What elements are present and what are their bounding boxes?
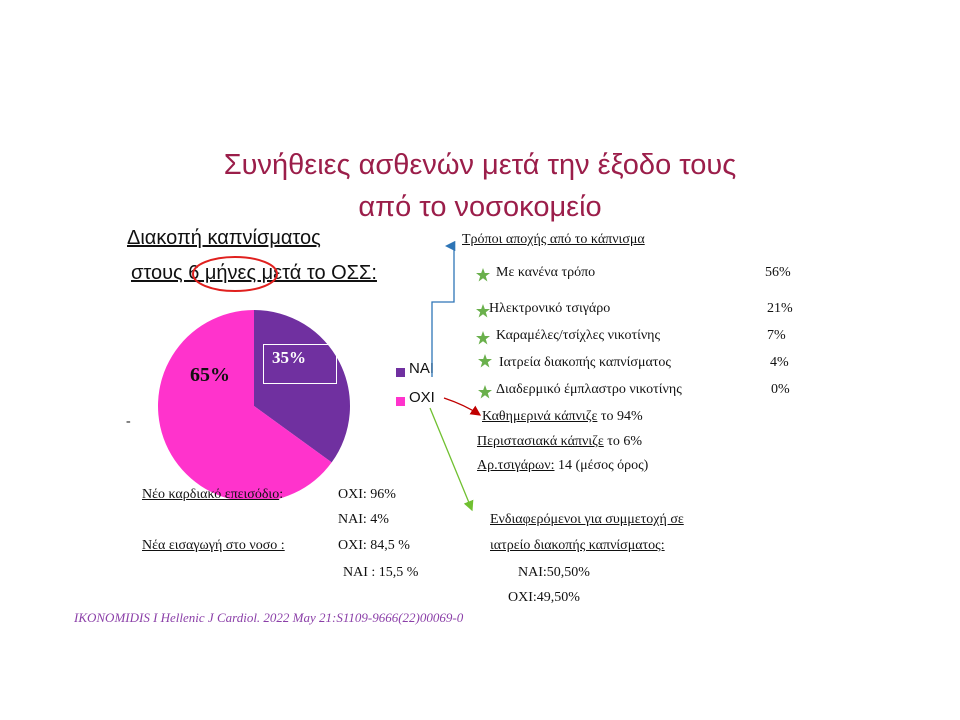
method-label-4: Ιατρεία διακοπής καπνίσματος <box>499 355 671 370</box>
citation: IKONOMIDIS I Hellenic J Cardiol. 2022 May 21:S1109-9666(22)00069-0 <box>74 610 464 625</box>
star-bullet-icon <box>478 385 492 399</box>
method-value-5: 0% <box>771 382 790 397</box>
slide-title-line2: από το νοσοκομείο <box>358 191 602 223</box>
legend-label-nai: ΝΑΙ <box>409 360 435 377</box>
red-arrow <box>444 398 480 415</box>
daily-smoking-value: το 94% <box>597 409 643 424</box>
stray-dash: - <box>126 414 131 429</box>
cigarettes-row <box>477 458 648 474</box>
slide-title-line1: Συνήθειες ασθενών μετά την έξοδο τους <box>223 149 737 181</box>
star-bullet-icon <box>476 268 490 282</box>
pie-label-oxi: 65% <box>190 364 230 386</box>
star-bullet-icon <box>478 354 492 368</box>
smoking-cessation-heading: Διακοπή καπνίσματος <box>127 227 321 249</box>
occasional-smoking-row <box>477 434 642 450</box>
cardiac-yes: ΝΑΙ: 4% <box>338 512 389 527</box>
method-label-5: Διαδερμικό έμπλαστρο νικοτίνης <box>496 382 682 397</box>
legend-label-oxi: ΟΧΙ <box>409 389 435 406</box>
daily-smoking-label: Καθημερινά κάπνιζε <box>482 409 598 424</box>
green-arrow <box>430 408 472 510</box>
occasional-smoking-value: το 6% <box>603 434 643 449</box>
cardiac-no: ΟΧΙ: 96% <box>338 487 396 502</box>
occasional-smoking-label: Περιστασιακά κάπνιζε <box>477 434 604 449</box>
method-label-3: Καραμέλες/τσίχλες νικοτίνης <box>496 328 661 343</box>
cardiac-label: Νέο καρδιακό επεισόδιο <box>142 487 280 502</box>
method-value-1: 56% <box>765 265 791 280</box>
cardiac-sep: : <box>279 487 284 502</box>
star-bullet-icon <box>476 331 490 345</box>
interest-line2: ιατρείο διακοπής καπνίσματος: <box>490 538 665 553</box>
interest-line1: Ενδιαφερόμενοι για συμμετοχή σε <box>490 512 684 527</box>
method-value-4: 4% <box>770 355 789 370</box>
pie-label-nai: 35% <box>272 348 306 367</box>
cigarettes-value: 14 (μέσος όρος) <box>554 458 649 473</box>
method-label-2: Ηλεκτρονικό τσιγάρο <box>489 301 611 316</box>
blue-arrow <box>432 246 454 377</box>
methods-heading: Τρόποι αποχής από το κάπνισμα <box>462 232 645 247</box>
daily-smoking-row <box>482 409 643 425</box>
cardiac-row <box>142 487 283 503</box>
star-bullet-icon <box>476 304 490 318</box>
method-value-2: 21% <box>767 301 793 316</box>
interest-no: ΟΧΙ:49,50% <box>508 590 580 605</box>
method-value-3: 7% <box>767 328 786 343</box>
interest-yes: ΝΑΙ:50,50% <box>518 565 590 580</box>
six-month-heading: στους 6 μήνες μετά το ΟΣΣ: <box>131 262 377 284</box>
readmission-label: Νέα εισαγωγή στο νοσο : <box>142 538 285 553</box>
cigarettes-label: Αρ.τσιγάρων: <box>477 458 555 473</box>
readmission-no: ΟΧΙ: 84,5 % <box>338 538 410 553</box>
method-label-1: Με κανένα τρόπο <box>496 265 596 280</box>
readmission-yes: ΝΑΙ : 15,5 % <box>343 565 419 580</box>
